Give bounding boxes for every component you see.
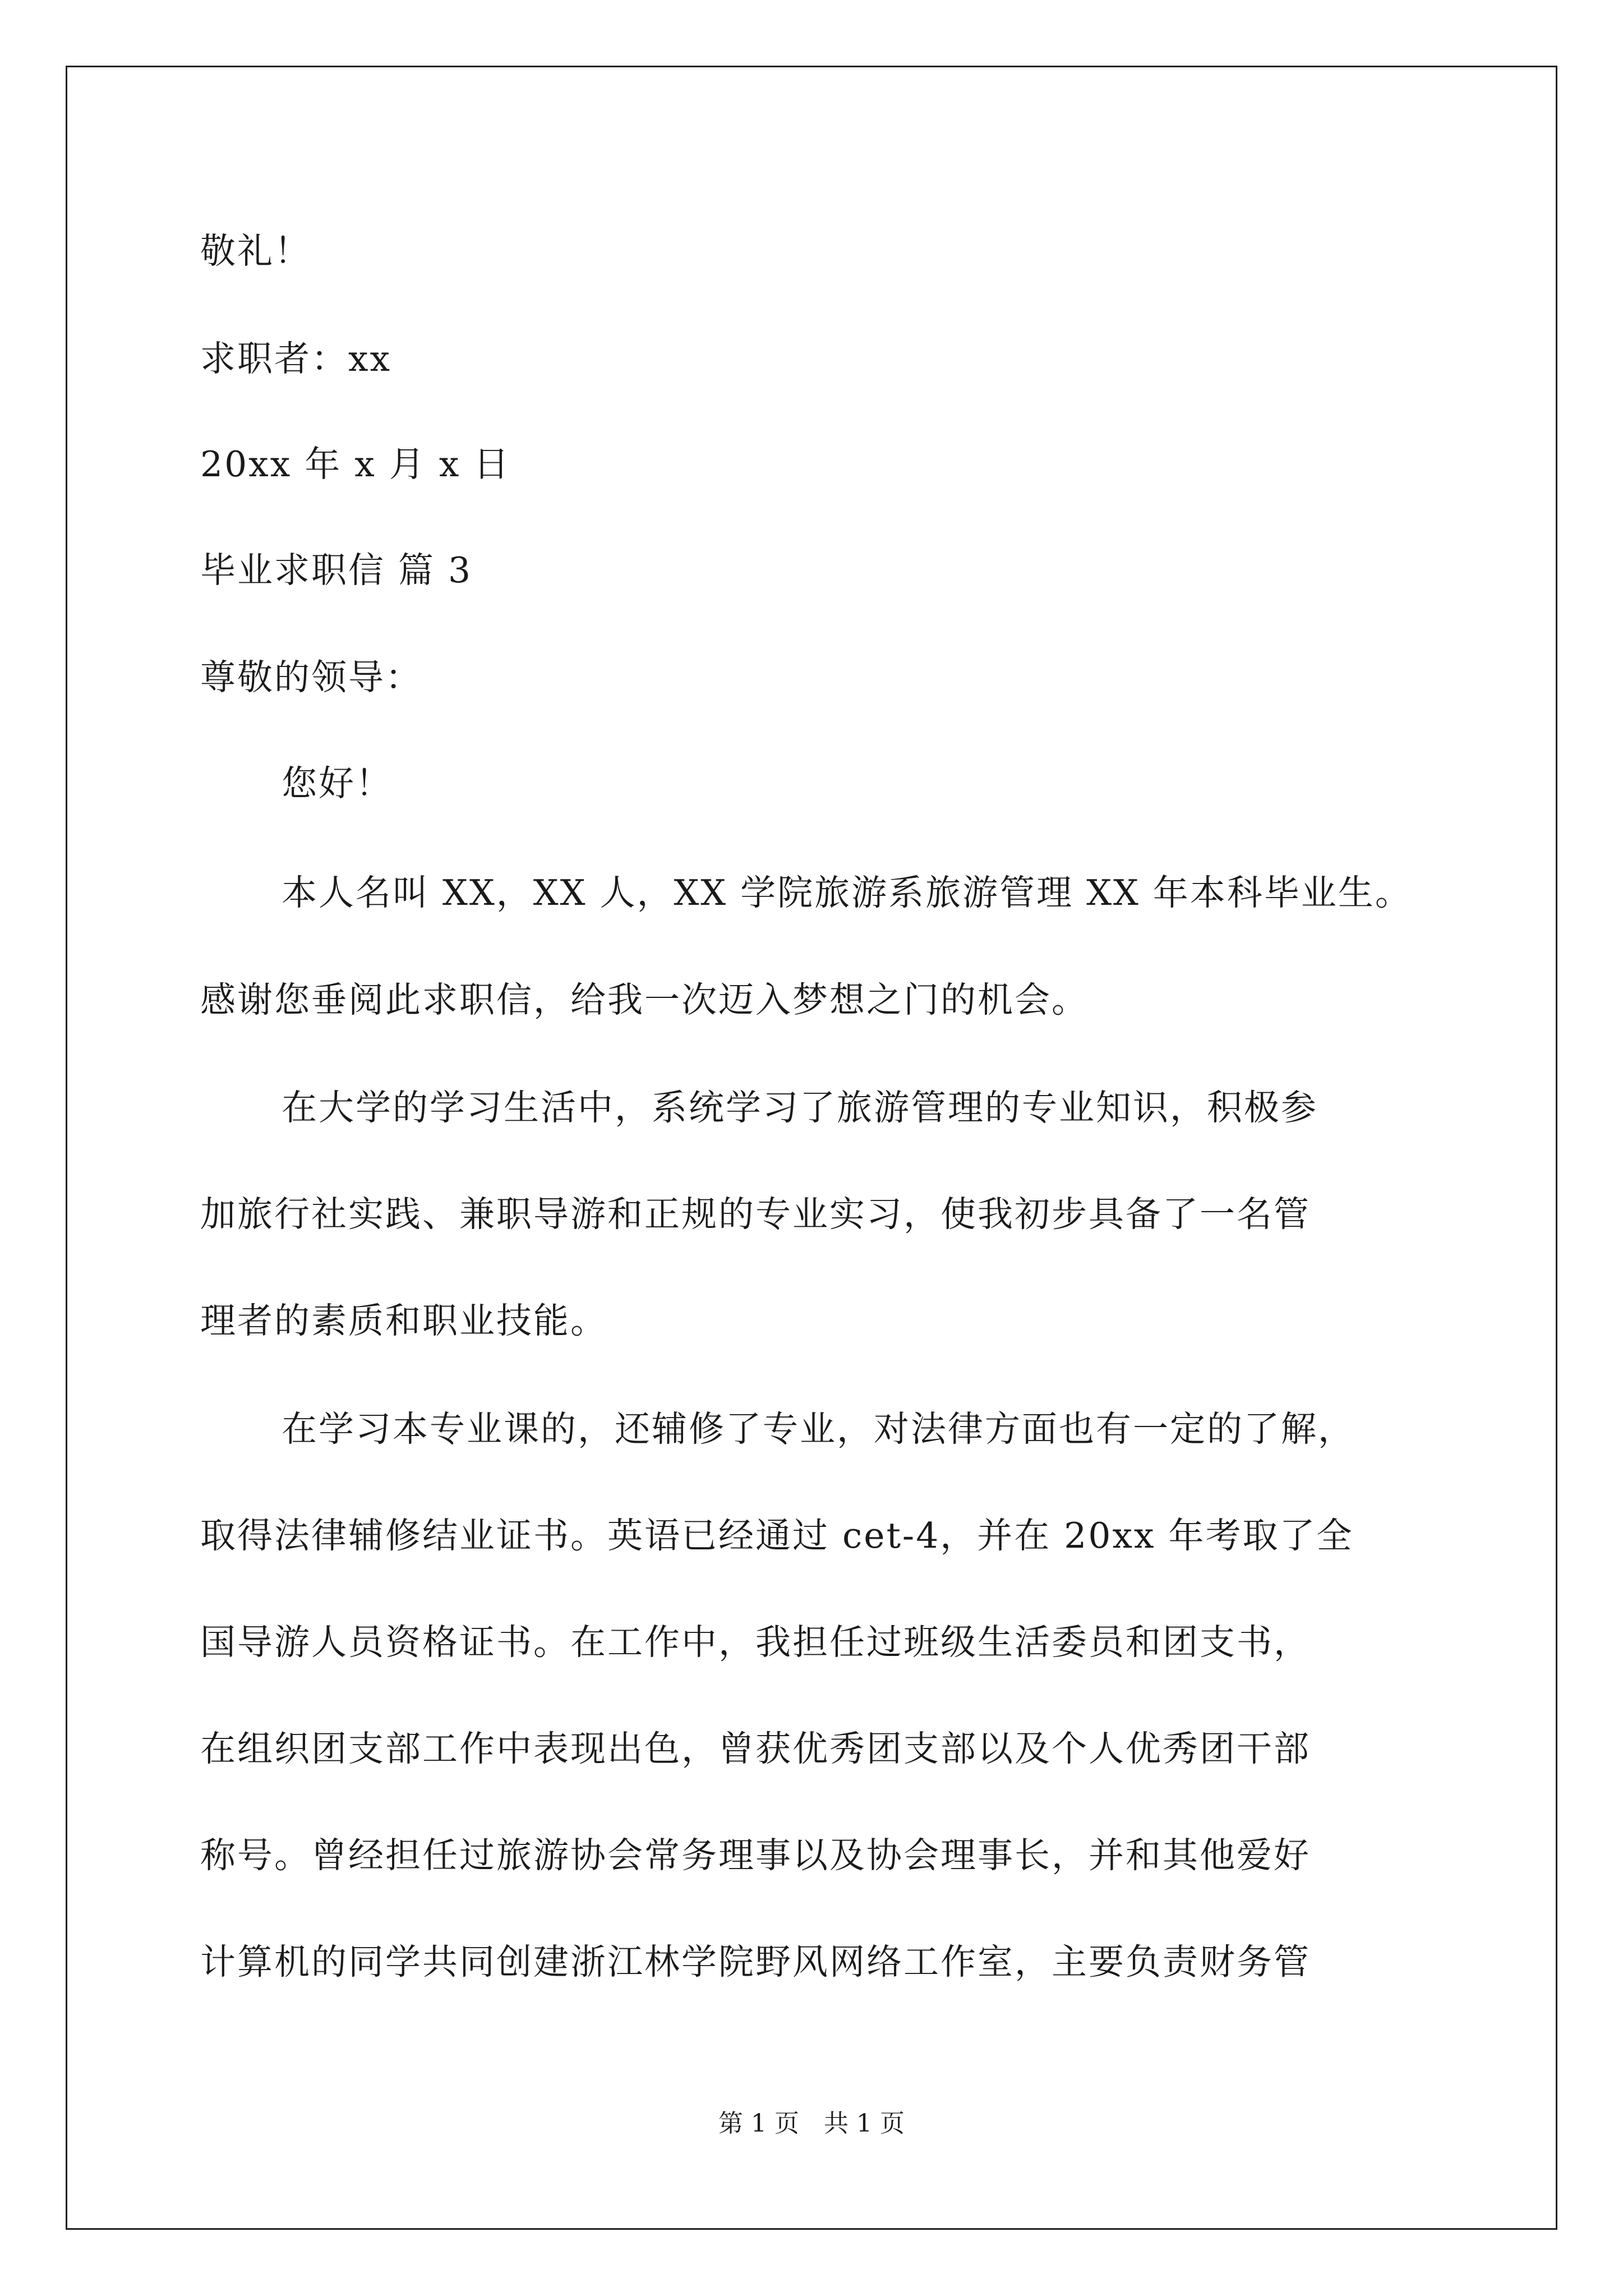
date-line: 20xx 年 x 月 x 日 bbox=[200, 444, 511, 485]
section-title: 毕业求职信 篇 3 bbox=[200, 550, 473, 591]
paragraph-1-line-1: 本人名叫 XX，XX 人，XX 学院旅游系旅游管理 XX 年本科毕业生。 bbox=[282, 872, 1412, 913]
paragraph-3-line-2: 取得法律辅修结业证书。英语已经通过 cet-4，并在 20xx 年考取了全 bbox=[200, 1515, 1354, 1556]
paragraph-2-line-1: 在大学的学习生活中，系统学习了旅游管理的专业知识，积极参 bbox=[282, 1087, 1318, 1128]
paragraph-2-line-2: 加旅行社实践、兼职导游和正规的专业实习，使我初步具备了一名管 bbox=[200, 1194, 1311, 1235]
paragraph-3-line-1: 在学习本专业课的，还辅修了专业，对法律方面也有一定的了解， bbox=[282, 1409, 1355, 1450]
paragraph-3-line-6: 计算机的同学共同创建浙江林学院野风网络工作室，主要负责财务管 bbox=[200, 1941, 1311, 1982]
salutation-line: 尊敬的领导： bbox=[200, 657, 422, 698]
paragraph-3-line-4: 在组织团支部工作中表现出色，曾获优秀团支部以及个人优秀团干部 bbox=[200, 1728, 1311, 1769]
paragraph-3-line-3: 国导游人员资格证书。在工作中，我担任过班级生活委员和团支书， bbox=[200, 1622, 1311, 1663]
page-border bbox=[66, 66, 1557, 2230]
paragraph-2-line-3: 理者的素质和职业技能。 bbox=[200, 1300, 607, 1341]
signature-line: 求职者：xx bbox=[200, 338, 392, 379]
paragraph-1-line-2: 感谢您垂阅此求职信，给我一次迈入梦想之门的机会。 bbox=[200, 979, 1089, 1020]
page-footer: 第 1 页 共 1 页 bbox=[718, 2109, 905, 2138]
closing-line: 敬礼！ bbox=[200, 231, 311, 272]
greeting-line: 您好！ bbox=[282, 763, 393, 804]
paragraph-3-line-5: 称号。曾经担任过旅游协会常务理事以及协会理事长，并和其他爱好 bbox=[200, 1835, 1311, 1876]
